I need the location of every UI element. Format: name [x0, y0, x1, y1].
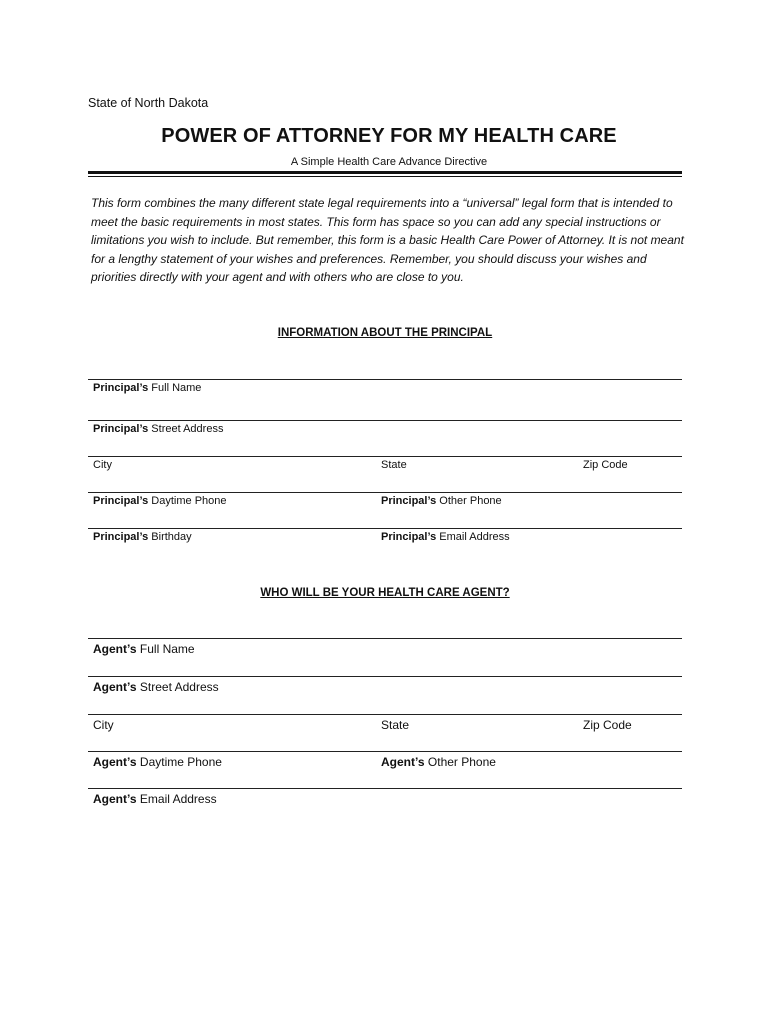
header-rule-thick	[88, 171, 682, 174]
agent-possessive: Agent’s	[381, 755, 425, 769]
principal-phone-field[interactable]	[88, 492, 682, 493]
principal-daytime-phone-text: Daytime Phone	[151, 495, 227, 507]
principal-birthday-label	[93, 531, 192, 543]
agent-email-label	[93, 792, 217, 806]
agent-other-phone-text: Other Phone	[427, 755, 496, 769]
principal-street-address-field[interactable]	[88, 420, 682, 421]
principal-street-address-label	[93, 423, 223, 435]
principal-daytime-phone-label	[93, 495, 227, 507]
principal-full-name-label	[93, 382, 201, 394]
principal-email-text: Email Address	[439, 531, 510, 543]
principal-city-label: City	[93, 459, 112, 471]
agent-email-text: Email Address	[139, 792, 217, 806]
principal-street-address-text: Street Address	[151, 423, 224, 435]
agent-other-phone-label	[381, 755, 496, 769]
principal-possessive: Principal’s	[93, 423, 149, 435]
principal-birthday-email-field[interactable]	[88, 528, 682, 529]
principal-zip-label: Zip Code	[583, 459, 628, 471]
principal-other-phone-text: Other Phone	[439, 495, 502, 507]
principal-possessive: Principal’s	[93, 531, 149, 543]
agent-state-label: State	[381, 718, 410, 732]
agent-daytime-phone-label	[93, 755, 222, 769]
agent-full-name-field[interactable]	[88, 638, 682, 639]
page-subtitle: A Simple Health Care Advance Directive	[290, 156, 488, 168]
agent-street-address-label	[93, 680, 219, 694]
principal-state-label: State	[381, 459, 407, 471]
agent-daytime-phone-text: Daytime Phone	[139, 755, 222, 769]
principal-possessive: Principal’s	[381, 531, 437, 543]
principal-full-name-field[interactable]	[88, 379, 682, 380]
agent-phone-field[interactable]	[88, 751, 682, 752]
intro-paragraph: This form combines the many different state legal requirements into a “universal” legal form that is intended to meet the basic requirements in most states. This form has space so you can add any special instructions or limitations you wish to include. But remember, this form is a basic Health Care Power of Attorney. It is not meant for a lengthy statement of your wishes and preferences. Remember, you should discuss your wishes and priorities directly with your agent and with others who are close to you.	[91, 196, 684, 284]
principal-birthday-text: Birthday	[151, 531, 192, 543]
agent-street-address-field[interactable]	[88, 676, 682, 677]
agent-full-name-label	[93, 642, 195, 656]
agent-full-name-text: Full Name	[139, 642, 195, 656]
agent-city-state-zip-field[interactable]	[88, 714, 682, 715]
principal-possessive: Principal’s	[93, 495, 149, 507]
principal-possessive: Principal’s	[93, 382, 149, 394]
principal-other-phone-label	[381, 495, 502, 507]
principal-email-label	[381, 531, 510, 543]
agent-city-label: City	[93, 718, 114, 732]
agent-possessive: Agent’s	[93, 755, 137, 769]
state-line: State of North Dakota	[88, 96, 209, 110]
agent-section-heading: WHO WILL BE YOUR HEALTH CARE AGENT?	[260, 587, 510, 599]
principal-city-state-zip-field[interactable]	[88, 456, 682, 457]
agent-possessive: Agent’s	[93, 642, 137, 656]
agent-zip-label: Zip Code	[583, 718, 632, 732]
principal-possessive: Principal’s	[381, 495, 437, 507]
agent-email-field[interactable]	[88, 788, 682, 789]
agent-possessive: Agent’s	[93, 680, 137, 694]
agent-possessive: Agent’s	[93, 792, 137, 806]
principal-full-name-text: Full Name	[151, 382, 202, 394]
agent-street-address-text: Street Address	[139, 680, 219, 694]
page-title: POWER OF ATTORNEY FOR MY HEALTH CARE	[161, 125, 617, 147]
principal-section-heading: INFORMATION ABOUT THE PRINCIPAL	[277, 327, 493, 339]
header-rule-thin	[88, 176, 682, 177]
